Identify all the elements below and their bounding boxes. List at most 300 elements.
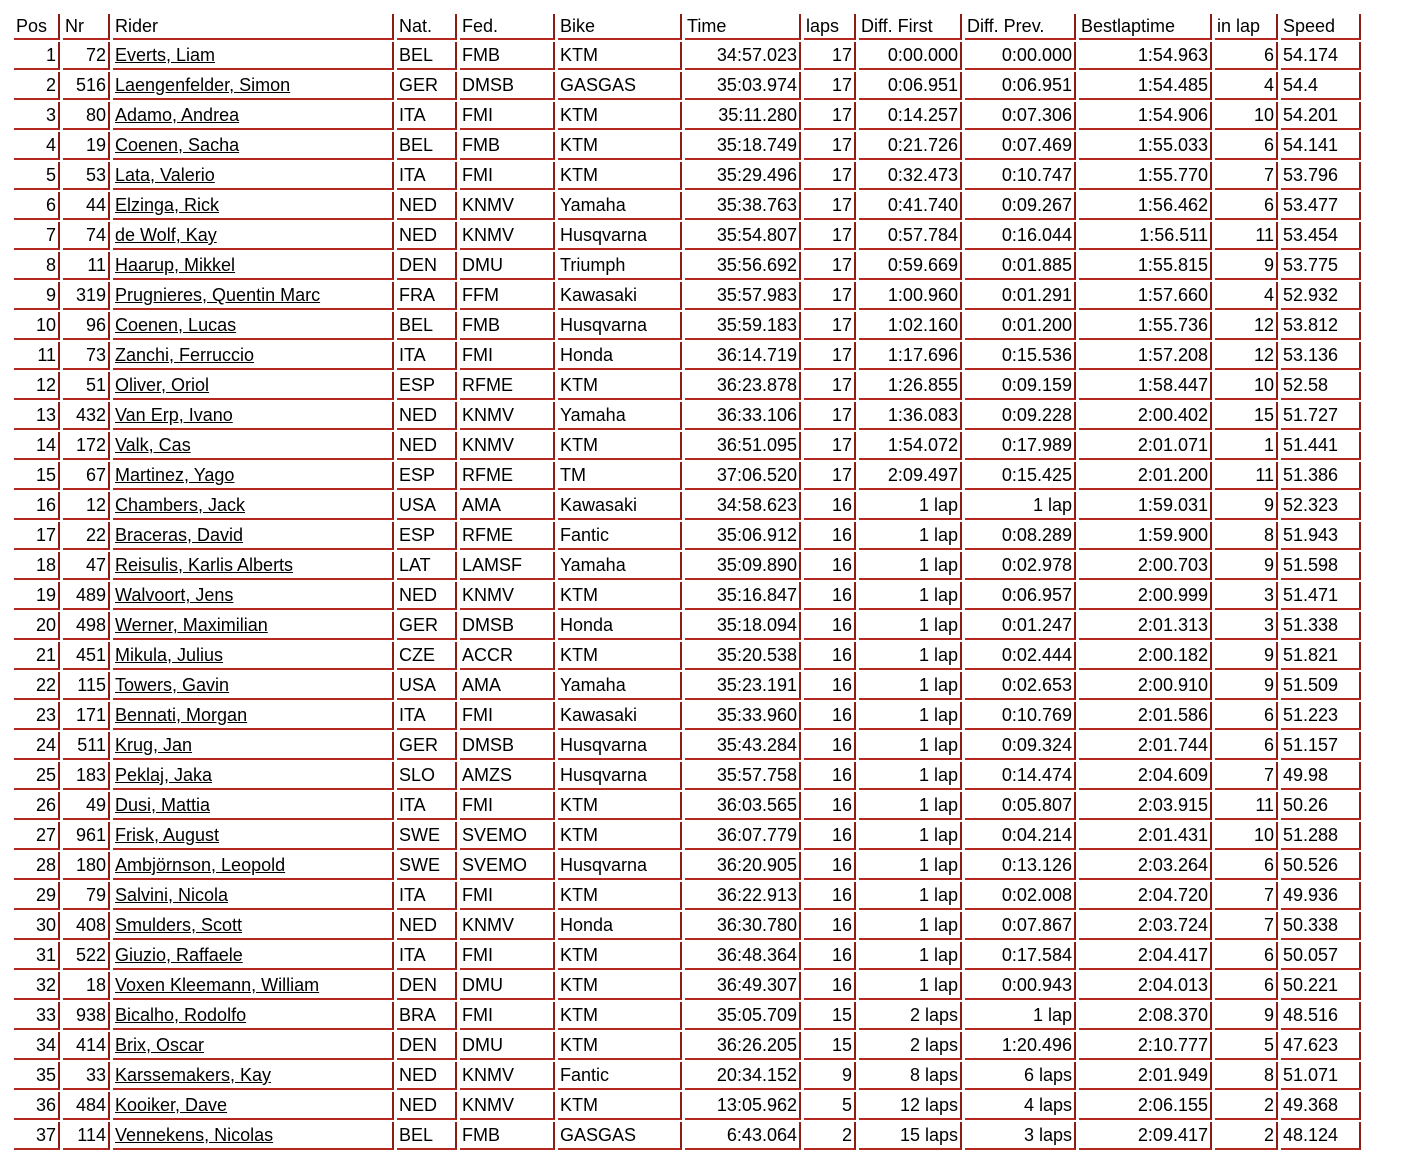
cell-bike: TM: [558, 462, 682, 490]
cell-fed: FMI: [460, 702, 555, 730]
rider-link[interactable]: Werner, Maximilian: [115, 615, 268, 635]
cell-fed: KNMV: [460, 912, 555, 940]
cell-diff-first: 1:00.960: [859, 282, 962, 310]
rider-link[interactable]: Smulders, Scott: [115, 915, 243, 935]
cell-in-lap: 6: [1215, 972, 1278, 1000]
cell-fed: KNMV: [460, 432, 555, 460]
cell-rider: [113, 972, 394, 1000]
cell-pos: 4: [14, 132, 60, 160]
cell-rider: [113, 1002, 394, 1030]
cell-bike: Kawasaki: [558, 702, 682, 730]
table-row: [14, 432, 1361, 460]
cell-in-lap: 10: [1215, 372, 1278, 400]
cell-nr: 171: [63, 702, 110, 730]
cell-in-lap: 6: [1215, 132, 1278, 160]
cell-in-lap: 9: [1215, 552, 1278, 580]
cell-speed: 50.338: [1281, 912, 1361, 940]
cell-bike: Yamaha: [558, 672, 682, 700]
cell-nr: 53: [63, 162, 110, 190]
cell-diff-first: 12 laps: [859, 1092, 962, 1120]
rider-link[interactable]: Braceras, David: [115, 525, 244, 545]
cell-diff-first: 1:36.083: [859, 402, 962, 430]
rider-link[interactable]: Frisk, August: [115, 825, 220, 845]
cell-pos: 37: [14, 1122, 60, 1150]
cell-nr: 96: [63, 312, 110, 340]
table-row: [14, 672, 1361, 700]
table-row: [14, 132, 1361, 160]
table-row: [14, 402, 1361, 430]
cell-pos: 33: [14, 1002, 60, 1030]
cell-bike: KTM: [558, 882, 682, 910]
table-row: [14, 942, 1361, 970]
cell-diff-prev: 0:09.324: [965, 732, 1076, 760]
cell-nat: GER: [397, 612, 457, 640]
cell-time: 35:57.983: [685, 282, 801, 310]
cell-pos: 16: [14, 492, 60, 520]
cell-speed: 54.4: [1281, 72, 1361, 100]
cell-diff-first: 1:26.855: [859, 372, 962, 400]
cell-laps: 16: [804, 882, 856, 910]
cell-speed: 53.454: [1281, 222, 1361, 250]
cell-diff-prev: 0:08.289: [965, 522, 1076, 550]
cell-nr: 73: [63, 342, 110, 370]
cell-in-lap: 7: [1215, 762, 1278, 790]
cell-speed: 53.812: [1281, 312, 1361, 340]
cell-pos: 11: [14, 342, 60, 370]
cell-time: 36:03.565: [685, 792, 801, 820]
cell-nr: 498: [63, 612, 110, 640]
cell-bestlaptime: 2:09.417: [1079, 1122, 1212, 1150]
cell-diff-prev: 0:15.536: [965, 342, 1076, 370]
cell-laps: 17: [804, 132, 856, 160]
cell-speed: 53.477: [1281, 192, 1361, 220]
cell-speed: 50.221: [1281, 972, 1361, 1000]
cell-speed: 51.071: [1281, 1062, 1361, 1090]
cell-diff-first: 1 lap: [859, 612, 962, 640]
cell-bestlaptime: 2:01.586: [1079, 702, 1212, 730]
cell-bike: KTM: [558, 102, 682, 130]
cell-bestlaptime: 1:55.736: [1079, 312, 1212, 340]
cell-rider: [113, 942, 394, 970]
cell-diff-first: 1 lap: [859, 912, 962, 940]
cell-bike: KTM: [558, 822, 682, 850]
table-row: [14, 42, 1361, 70]
cell-time: 36:26.205: [685, 1032, 801, 1060]
rider-link[interactable]: Towers, Gavin: [115, 675, 230, 695]
cell-in-lap: 9: [1215, 642, 1278, 670]
rider-link[interactable]: Coenen, Lucas: [115, 315, 237, 335]
rider-link[interactable]: Mikula, Julius: [115, 645, 224, 665]
cell-nat: SWE: [397, 822, 457, 850]
rider-link[interactable]: Prugnieres, Quentin Marc: [115, 285, 321, 305]
table-row: [14, 162, 1361, 190]
cell-speed: 54.174: [1281, 42, 1361, 70]
cell-speed: 51.727: [1281, 402, 1361, 430]
cell-fed: DMU: [460, 1032, 555, 1060]
cell-nat: BEL: [397, 312, 457, 340]
cell-fed: ACCR: [460, 642, 555, 670]
cell-rider: [113, 582, 394, 610]
cell-diff-prev: 0:05.807: [965, 792, 1076, 820]
cell-rider: [113, 342, 394, 370]
cell-bestlaptime: 1:55.770: [1079, 162, 1212, 190]
rider-link[interactable]: Voxen Kleemann, William: [115, 975, 320, 995]
header-bestlaptime: Bestlaptime: [1079, 14, 1212, 40]
cell-nr: 522: [63, 942, 110, 970]
cell-pos: 12: [14, 372, 60, 400]
cell-nat: ESP: [397, 522, 457, 550]
cell-laps: 16: [804, 942, 856, 970]
cell-laps: 17: [804, 342, 856, 370]
cell-diff-prev: 0:02.978: [965, 552, 1076, 580]
rider-link[interactable]: Haarup, Mikkel: [115, 255, 236, 275]
cell-bike: Husqvarna: [558, 732, 682, 760]
cell-nr: 511: [63, 732, 110, 760]
rider-link[interactable]: Vennekens, Nicolas: [115, 1125, 274, 1145]
cell-rider: [113, 702, 394, 730]
cell-bestlaptime: 1:54.963: [1079, 42, 1212, 70]
cell-bike: KTM: [558, 42, 682, 70]
rider-link[interactable]: Laengenfelder, Simon: [115, 75, 291, 95]
cell-pos: 7: [14, 222, 60, 250]
cell-bike: Yamaha: [558, 402, 682, 430]
cell-speed: 50.526: [1281, 852, 1361, 880]
cell-fed: DMSB: [460, 612, 555, 640]
cell-diff-prev: 0:06.957: [965, 582, 1076, 610]
table-row: [14, 792, 1361, 820]
cell-nat: ITA: [397, 162, 457, 190]
cell-speed: 54.201: [1281, 102, 1361, 130]
cell-diff-prev: 0:07.469: [965, 132, 1076, 160]
cell-diff-first: 0:00.000: [859, 42, 962, 70]
cell-rider: [113, 612, 394, 640]
cell-pos: 26: [14, 792, 60, 820]
cell-nr: 516: [63, 72, 110, 100]
cell-nr: 12: [63, 492, 110, 520]
cell-diff-prev: 0:01.291: [965, 282, 1076, 310]
rider-link[interactable]: Ambjörnson, Leopold: [115, 855, 286, 875]
cell-fed: FFM: [460, 282, 555, 310]
cell-time: 36:07.779: [685, 822, 801, 850]
cell-speed: 51.943: [1281, 522, 1361, 550]
cell-bestlaptime: 2:01.744: [1079, 732, 1212, 760]
cell-speed: 54.141: [1281, 132, 1361, 160]
cell-laps: 16: [804, 852, 856, 880]
cell-time: 20:34.152: [685, 1062, 801, 1090]
cell-bike: Fantic: [558, 522, 682, 550]
cell-diff-first: 1:54.072: [859, 432, 962, 460]
cell-nat: CZE: [397, 642, 457, 670]
cell-diff-prev: 0:16.044: [965, 222, 1076, 250]
table-row: [14, 492, 1361, 520]
cell-laps: 16: [804, 972, 856, 1000]
cell-in-lap: 3: [1215, 612, 1278, 640]
rider-link[interactable]: Salvini, Nicola: [115, 885, 229, 905]
cell-rider: [113, 492, 394, 520]
cell-laps: 16: [804, 522, 856, 550]
cell-nat: NED: [397, 192, 457, 220]
cell-pos: 19: [14, 582, 60, 610]
rider-link[interactable]: Oliver, Oriol: [115, 375, 210, 395]
cell-bestlaptime: 2:08.370: [1079, 1002, 1212, 1030]
cell-rider: [113, 552, 394, 580]
rider-link[interactable]: Walvoort, Jens: [115, 585, 234, 605]
cell-bestlaptime: 1:55.033: [1079, 132, 1212, 160]
header-pos: Pos: [14, 14, 60, 40]
cell-nat: BEL: [397, 1122, 457, 1150]
header-laps: laps: [804, 14, 856, 40]
cell-bestlaptime: 2:00.999: [1079, 582, 1212, 610]
cell-laps: 16: [804, 552, 856, 580]
cell-nr: 44: [63, 192, 110, 220]
cell-bestlaptime: 2:01.071: [1079, 432, 1212, 460]
cell-in-lap: 7: [1215, 882, 1278, 910]
cell-diff-prev: 3 laps: [965, 1122, 1076, 1150]
rider-link[interactable]: Van Erp, Ivano: [115, 405, 233, 425]
cell-time: 35:57.758: [685, 762, 801, 790]
cell-diff-first: 1 lap: [859, 672, 962, 700]
header-rider: Rider: [113, 14, 394, 40]
cell-diff-first: 0:57.784: [859, 222, 962, 250]
cell-bike: KTM: [558, 162, 682, 190]
rider-link[interactable]: Giuzio, Raffaele: [115, 945, 243, 965]
table-row: [14, 252, 1361, 280]
cell-bike: Honda: [558, 612, 682, 640]
header-nr: Nr: [63, 14, 110, 40]
cell-nr: 484: [63, 1092, 110, 1120]
rider-link[interactable]: Elzinga, Rick: [115, 195, 220, 215]
cell-rider: [113, 642, 394, 670]
cell-pos: 18: [14, 552, 60, 580]
cell-diff-first: 0:21.726: [859, 132, 962, 160]
cell-nr: 80: [63, 102, 110, 130]
cell-nat: DEN: [397, 1032, 457, 1060]
cell-nat: ESP: [397, 372, 457, 400]
cell-nat: ITA: [397, 792, 457, 820]
cell-speed: 49.368: [1281, 1092, 1361, 1120]
cell-diff-prev: 0:06.951: [965, 72, 1076, 100]
cell-rider: [113, 432, 394, 460]
race-results-table: [11, 12, 1364, 1152]
table-row: [14, 192, 1361, 220]
cell-diff-first: 1 lap: [859, 882, 962, 910]
cell-in-lap: 7: [1215, 162, 1278, 190]
cell-bestlaptime: 2:00.402: [1079, 402, 1212, 430]
table-row: [14, 732, 1361, 760]
cell-pos: 6: [14, 192, 60, 220]
cell-bike: Yamaha: [558, 192, 682, 220]
cell-in-lap: 11: [1215, 462, 1278, 490]
cell-time: 35:38.763: [685, 192, 801, 220]
cell-speed: 51.288: [1281, 822, 1361, 850]
cell-in-lap: 6: [1215, 732, 1278, 760]
header-diff-prev: Diff. Prev.: [965, 14, 1076, 40]
cell-fed: FMB: [460, 132, 555, 160]
cell-pos: 20: [14, 612, 60, 640]
cell-bestlaptime: 1:56.462: [1079, 192, 1212, 220]
cell-diff-first: 1 lap: [859, 942, 962, 970]
rider-link[interactable]: Bennati, Morgan: [115, 705, 248, 725]
cell-time: 35:33.960: [685, 702, 801, 730]
cell-diff-prev: 0:09.267: [965, 192, 1076, 220]
cell-laps: 15: [804, 1002, 856, 1030]
table-row: [14, 72, 1361, 100]
cell-diff-first: 1 lap: [859, 552, 962, 580]
rider-link[interactable]: Karssemakers, Kay: [115, 1065, 272, 1085]
cell-speed: 51.157: [1281, 732, 1361, 760]
cell-bike: Fantic: [558, 1062, 682, 1090]
cell-bike: KTM: [558, 372, 682, 400]
cell-laps: 17: [804, 222, 856, 250]
cell-nat: GER: [397, 732, 457, 760]
cell-fed: KNMV: [460, 402, 555, 430]
cell-laps: 16: [804, 672, 856, 700]
cell-bike: Husqvarna: [558, 762, 682, 790]
header-bike: Bike: [558, 14, 682, 40]
cell-diff-first: 8 laps: [859, 1062, 962, 1090]
rider-link[interactable]: Brix, Oscar: [115, 1035, 205, 1055]
cell-pos: 23: [14, 702, 60, 730]
cell-laps: 16: [804, 642, 856, 670]
cell-fed: FMI: [460, 342, 555, 370]
cell-nat: SWE: [397, 852, 457, 880]
cell-fed: DMSB: [460, 72, 555, 100]
rider-link[interactable]: Martinez, Yago: [115, 465, 235, 485]
cell-pos: 5: [14, 162, 60, 190]
cell-diff-prev: 0:00.943: [965, 972, 1076, 1000]
table-row: [14, 822, 1361, 850]
cell-rider: [113, 282, 394, 310]
cell-time: 35:18.094: [685, 612, 801, 640]
rider-link[interactable]: Dusi, Mattia: [115, 795, 211, 815]
cell-laps: 17: [804, 192, 856, 220]
cell-pos: 29: [14, 882, 60, 910]
rider-link[interactable]: Valk, Cas: [115, 435, 191, 455]
cell-rider: [113, 882, 394, 910]
cell-diff-first: 0:14.257: [859, 102, 962, 130]
table-row: [14, 642, 1361, 670]
cell-laps: 17: [804, 72, 856, 100]
cell-pos: 2: [14, 72, 60, 100]
cell-bike: KTM: [558, 582, 682, 610]
rider-link[interactable]: Everts, Liam: [115, 45, 216, 65]
cell-rider: [113, 162, 394, 190]
table-row: [14, 1002, 1361, 1030]
cell-laps: 16: [804, 582, 856, 610]
rider-link[interactable]: Reisulis, Karlis Alberts: [115, 555, 294, 575]
cell-nat: ITA: [397, 942, 457, 970]
rider-link[interactable]: Peklaj, Jaka: [115, 765, 213, 785]
cell-pos: 8: [14, 252, 60, 280]
cell-laps: 16: [804, 822, 856, 850]
cell-bike: Husqvarna: [558, 312, 682, 340]
rider-link[interactable]: Chambers, Jack: [115, 495, 246, 515]
cell-fed: FMI: [460, 792, 555, 820]
cell-rider: [113, 522, 394, 550]
table-row: [14, 1092, 1361, 1120]
cell-nr: 18: [63, 972, 110, 1000]
table-row: [14, 102, 1361, 130]
cell-in-lap: 15: [1215, 402, 1278, 430]
cell-speed: 48.124: [1281, 1122, 1361, 1150]
rider-link[interactable]: de Wolf, Kay: [115, 225, 217, 245]
cell-nat: ESP: [397, 462, 457, 490]
rider-link[interactable]: Zanchi, Ferruccio: [115, 345, 255, 365]
cell-pos: 1: [14, 42, 60, 70]
cell-fed: FMI: [460, 162, 555, 190]
cell-nr: 489: [63, 582, 110, 610]
cell-in-lap: 6: [1215, 942, 1278, 970]
cell-speed: 53.796: [1281, 162, 1361, 190]
cell-nat: NED: [397, 912, 457, 940]
header-fed: Fed.: [460, 14, 555, 40]
cell-rider: [113, 672, 394, 700]
cell-speed: 51.338: [1281, 612, 1361, 640]
cell-time: 35:29.496: [685, 162, 801, 190]
rider-link[interactable]: Kooiker, Dave: [115, 1095, 228, 1115]
rider-link[interactable]: Krug, Jan: [115, 735, 193, 755]
cell-diff-prev: 0:09.159: [965, 372, 1076, 400]
table-row: [14, 372, 1361, 400]
cell-speed: 52.932: [1281, 282, 1361, 310]
cell-rider: [113, 132, 394, 160]
cell-nr: 451: [63, 642, 110, 670]
cell-time: 35:43.284: [685, 732, 801, 760]
cell-diff-first: 1:17.696: [859, 342, 962, 370]
cell-nat: ITA: [397, 882, 457, 910]
cell-rider: [113, 762, 394, 790]
table-row: [14, 282, 1361, 310]
table-row: [14, 702, 1361, 730]
cell-diff-prev: 0:01.200: [965, 312, 1076, 340]
table-row: [14, 1032, 1361, 1060]
cell-fed: DMU: [460, 972, 555, 1000]
cell-bike: GASGAS: [558, 72, 682, 100]
cell-bestlaptime: 1:54.906: [1079, 102, 1212, 130]
cell-diff-prev: 0:02.444: [965, 642, 1076, 670]
cell-nat: NED: [397, 222, 457, 250]
rider-link[interactable]: Bicalho, Rodolfo: [115, 1005, 247, 1025]
cell-bestlaptime: 2:01.313: [1079, 612, 1212, 640]
cell-speed: 51.598: [1281, 552, 1361, 580]
cell-diff-first: 1 lap: [859, 582, 962, 610]
cell-diff-prev: 6 laps: [965, 1062, 1076, 1090]
cell-time: 36:49.307: [685, 972, 801, 1000]
cell-bestlaptime: 1:54.485: [1079, 72, 1212, 100]
cell-rider: [113, 192, 394, 220]
cell-pos: 3: [14, 102, 60, 130]
cell-diff-first: 2 laps: [859, 1032, 962, 1060]
cell-diff-prev: 0:10.769: [965, 702, 1076, 730]
cell-time: 36:22.913: [685, 882, 801, 910]
cell-nat: NED: [397, 1092, 457, 1120]
rider-link[interactable]: Lata, Valerio: [115, 165, 215, 185]
cell-bike: KTM: [558, 1002, 682, 1030]
rider-link[interactable]: Coenen, Sacha: [115, 135, 240, 155]
cell-nr: 408: [63, 912, 110, 940]
cell-in-lap: 11: [1215, 222, 1278, 250]
rider-link[interactable]: Adamo, Andrea: [115, 105, 240, 125]
cell-time: 35:20.538: [685, 642, 801, 670]
cell-bestlaptime: 2:04.013: [1079, 972, 1212, 1000]
cell-nr: 172: [63, 432, 110, 460]
cell-nr: 319: [63, 282, 110, 310]
cell-laps: 16: [804, 732, 856, 760]
cell-rider: [113, 402, 394, 430]
cell-bike: Triumph: [558, 252, 682, 280]
cell-diff-first: 1 lap: [859, 702, 962, 730]
cell-bike: Kawasaki: [558, 282, 682, 310]
